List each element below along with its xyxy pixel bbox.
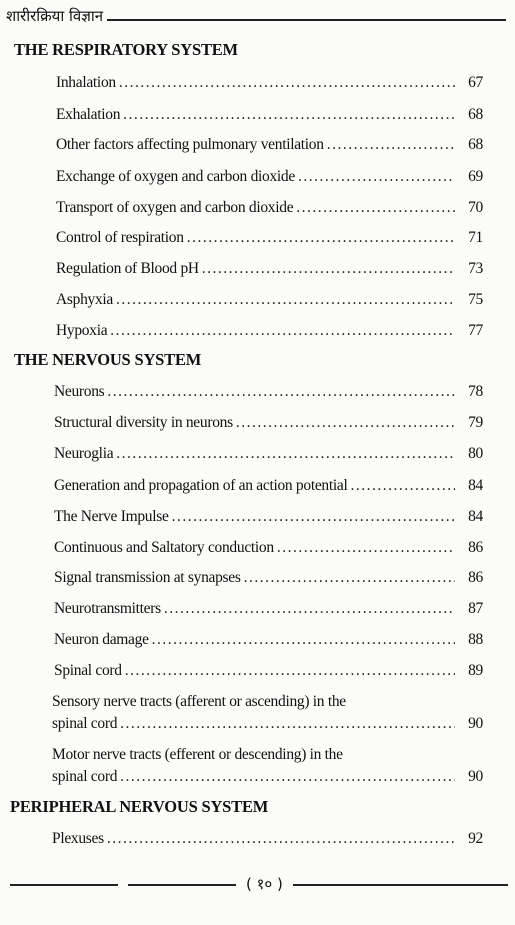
toc-entry-page: 86 <box>468 539 483 556</box>
dot-leader <box>120 766 455 788</box>
footer-rule <box>10 884 118 886</box>
toc-entry-title: Control of respiration <box>56 229 184 246</box>
toc-entry <box>54 412 483 434</box>
toc-entry-page: 90 <box>468 715 483 732</box>
footer-rule <box>128 884 236 886</box>
toc-entry-title: Exchange of oxygen and carbon dioxide <box>56 168 295 185</box>
section-heading-nervous: THE NERVOUS SYSTEM <box>14 350 202 369</box>
toc-entry-title-continued: spinal cord <box>52 768 118 785</box>
page-footer <box>10 872 508 896</box>
toc-entry-title: Asphyxia <box>56 291 114 308</box>
dot-leader <box>187 227 455 249</box>
dot-leader <box>120 713 455 735</box>
page-number: ( १० ) <box>246 875 283 893</box>
toc-entry <box>54 506 483 528</box>
dot-leader <box>327 134 455 156</box>
dot-leader <box>164 598 455 620</box>
toc-entry-page: 84 <box>468 508 483 525</box>
toc-entry <box>52 828 483 850</box>
toc-entry-title-continued: spinal cord <box>52 715 118 732</box>
toc-entry-page: 84 <box>468 477 483 494</box>
dot-leader <box>107 828 455 850</box>
dot-leader <box>116 443 455 465</box>
toc-entry <box>56 320 483 342</box>
toc-entry <box>54 475 483 497</box>
toc-entry-title: Other factors affecting pulmonary ventilation <box>56 136 324 153</box>
dot-leader <box>152 629 455 651</box>
toc-entry-title: Spinal cord <box>54 662 122 679</box>
toc-entry <box>54 443 483 465</box>
toc-entry-page: 70 <box>468 199 483 216</box>
toc-entry-title: Transport of oxygen and carbon dioxide <box>56 199 294 216</box>
toc-entry-title: Sensory nerve tracts (afferent or ascending) in the <box>52 693 346 710</box>
toc-entry <box>52 744 483 788</box>
dot-leader <box>236 412 455 434</box>
toc-entry-page: 68 <box>468 136 483 153</box>
running-title: शारीरक्रिया विज्ञान <box>6 7 104 25</box>
toc-entry-page: 71 <box>468 229 483 246</box>
toc-entry-title: Inhalation <box>56 74 116 91</box>
toc-entry <box>54 629 483 651</box>
dot-leader <box>107 381 455 403</box>
toc-entry-title: Regulation of Blood pH <box>56 260 199 277</box>
toc-entry-title: Motor nerve tracts (efferent or descending) in the <box>52 746 343 763</box>
section-heading-respiratory: THE RESPIRATORY SYSTEM <box>14 40 238 59</box>
footer-rule <box>293 884 508 886</box>
toc-entry <box>56 72 483 94</box>
toc-entry-page: 92 <box>468 830 483 847</box>
toc-entry-page: 77 <box>468 322 483 339</box>
toc-entry-title: Generation and propagation of an action potential <box>54 477 348 494</box>
toc-entry <box>54 381 483 403</box>
toc-entry-page: 86 <box>468 569 483 586</box>
toc-entry <box>56 134 483 156</box>
toc-entry-page: 75 <box>468 291 483 308</box>
dot-leader <box>350 475 455 497</box>
toc-entry <box>56 104 483 126</box>
toc-entry-title: Neurons <box>54 383 105 400</box>
toc-entry-title: Continuous and Saltatory conduction <box>54 539 274 556</box>
toc-entry-page: 90 <box>468 768 483 785</box>
toc-entry <box>56 166 483 188</box>
toc-entry-title: Structural diversity in neurons <box>54 414 233 431</box>
toc-entry-page: 87 <box>468 600 483 617</box>
dot-leader <box>298 166 455 188</box>
toc-entry <box>54 598 483 620</box>
toc-entry-page: 80 <box>468 445 483 462</box>
toc-entry-page: 88 <box>468 631 483 648</box>
dot-leader <box>110 320 455 342</box>
toc-entry-title: Plexuses <box>52 830 104 847</box>
dot-leader <box>202 258 455 280</box>
toc-entry <box>56 258 483 280</box>
toc-entry <box>56 227 483 249</box>
toc-entry-title: Hypoxia <box>56 322 108 339</box>
toc-entry <box>54 660 483 682</box>
toc-entry-page: 68 <box>468 106 483 123</box>
dot-leader <box>123 104 455 126</box>
toc-entry-page: 89 <box>468 662 483 679</box>
toc-entry-page: 67 <box>468 74 483 91</box>
toc-entry-title: Neuron damage <box>54 631 149 648</box>
dot-leader <box>296 197 455 219</box>
toc-entry <box>54 567 483 589</box>
dot-leader <box>172 506 455 528</box>
toc-entry <box>56 289 483 311</box>
toc-entry-title: Exhalation <box>56 106 121 123</box>
toc-entry-title: The Nerve Impulse <box>54 508 169 525</box>
running-header <box>6 4 506 28</box>
dot-leader <box>277 537 455 559</box>
dot-leader <box>125 660 455 682</box>
toc-entry <box>52 691 483 735</box>
toc-entry-title: Neuroglia <box>54 445 114 462</box>
toc-entry-title: Neurotransmitters <box>54 600 161 617</box>
toc-entry-page: 79 <box>468 414 483 431</box>
toc-entry <box>54 537 483 559</box>
dot-leader <box>116 289 455 311</box>
toc-entry <box>56 197 483 219</box>
toc-entry-page: 69 <box>468 168 483 185</box>
dot-leader <box>244 567 455 589</box>
section-heading-peripheral: PERIPHERAL NERVOUS SYSTEM <box>10 797 269 816</box>
toc-entry-title: Signal transmission at synapses <box>54 569 241 586</box>
toc-entry-page: 78 <box>468 383 483 400</box>
header-rule <box>107 19 506 21</box>
toc-entry-page: 73 <box>468 260 483 277</box>
dot-leader <box>119 72 455 94</box>
